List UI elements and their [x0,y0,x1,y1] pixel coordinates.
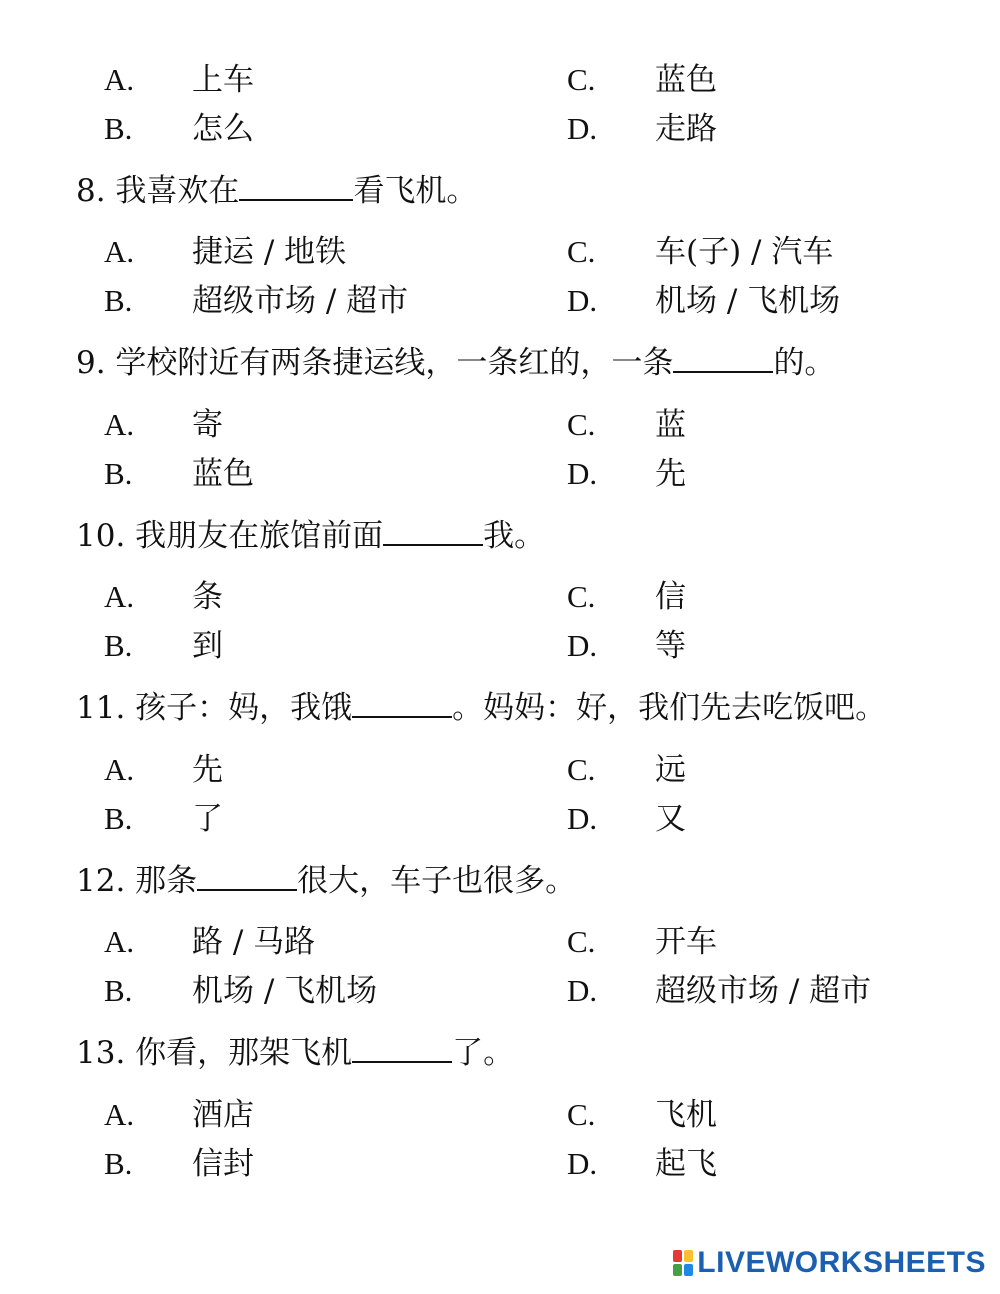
logo-square [673,1250,682,1262]
option-letter: A. [104,1097,135,1132]
option-letter: B. [104,456,133,491]
option-text: 机场 / 飞机场 [192,973,378,1009]
option-text: 车(子) / 汽车 [655,234,834,270]
question-stem-start: 13. 你看，那架飞机 [76,1035,353,1071]
option-letter: D. [567,801,598,836]
question-stem-start: 11. 孩子：妈，我饿 [76,690,353,726]
option-letter: C. [567,579,596,614]
option-row [0,405,1000,445]
option-text: 上车 [192,62,254,98]
option-letter: D. [567,283,598,318]
question-12 [76,861,576,901]
liveworksheets-logo[interactable] [673,1246,986,1280]
answer-blank[interactable] [197,863,297,891]
answer-blank[interactable] [352,1035,452,1063]
option-letter: D. [567,973,598,1008]
option-text: 蓝色 [192,456,254,492]
option-text: 蓝 [655,407,686,443]
option-row [0,454,1000,494]
option-text: 飞机 [655,1097,717,1133]
option-text: 走路 [655,111,717,147]
option-letter: B. [104,801,133,836]
option-letter: A. [104,234,135,269]
question-stem-start: 8. 我喜欢在 [76,173,240,209]
option-letter: A. [104,752,135,787]
option-text: 酒店 [192,1097,254,1133]
option-row [0,750,1000,790]
question-stem-end: 的。 [773,345,836,381]
option-row [0,232,1000,272]
logo-square [684,1250,693,1262]
option-letter: C. [567,1097,596,1132]
option-text: 蓝色 [655,62,717,98]
option-text: 等 [655,628,686,664]
answer-blank[interactable] [239,173,353,201]
option-letter: C. [567,407,596,442]
question-11 [76,688,886,728]
option-letter: C. [567,752,596,787]
option-letter: B. [104,628,133,663]
option-row [0,1095,1000,1135]
option-row [0,281,1000,321]
option-row [0,1144,1000,1184]
option-letter: C. [567,234,596,269]
option-letter: B. [104,973,133,1008]
option-text: 寄 [192,407,223,443]
option-letter: B. [104,283,133,318]
option-letter: D. [567,1146,598,1181]
option-text: 条 [192,579,223,615]
option-row [0,60,1000,100]
option-row [0,971,1000,1011]
option-text: 捷运 / 地铁 [192,234,347,270]
logo-square [684,1264,693,1276]
question-stem-start: 10. 我朋友在旅馆前面 [76,518,384,554]
option-letter: A. [104,579,135,614]
option-letter: D. [567,628,598,663]
question-10 [76,516,545,556]
option-letter: C. [567,62,596,97]
option-letter: B. [104,111,133,146]
option-letter: D. [567,111,598,146]
option-letter: A. [104,407,135,442]
question-stem-end: 。妈妈：好，我们先去吃饭吧。 [452,690,887,726]
option-text: 先 [192,752,223,788]
option-text: 又 [655,801,686,837]
option-row [0,577,1000,617]
liveworksheets-logo-icon [673,1250,693,1276]
question-stem-end: 看飞机。 [353,173,478,209]
option-text: 信 [655,579,686,615]
option-text: 信封 [192,1146,254,1182]
option-text: 开车 [655,924,717,960]
question-stem-start: 12. 那条 [76,863,198,899]
option-letter: D. [567,456,598,491]
option-text: 到 [192,628,223,664]
option-text: 路 / 马路 [192,924,316,960]
option-text: 先 [655,456,686,492]
option-text: 机场 / 飞机场 [655,283,841,319]
question-stem-end: 我。 [483,518,546,554]
question-9 [76,343,835,383]
option-text: 起飞 [655,1146,717,1182]
option-text: 怎么 [192,111,254,147]
option-letter: B. [104,1146,133,1181]
question-stem-end: 很大，车子也很多。 [297,863,577,899]
question-13 [76,1033,514,1073]
answer-blank[interactable] [383,518,483,546]
option-row [0,799,1000,839]
option-row [0,626,1000,666]
option-letter: A. [104,62,135,97]
logo-square [673,1264,682,1276]
option-text: 远 [655,752,686,788]
question-stem-start: 9. 学校附近有两条捷运线，一条红的，一条 [76,345,674,381]
option-text: 超级市场 / 超市 [192,283,409,319]
option-letter: A. [104,924,135,959]
answer-blank[interactable] [673,345,773,373]
option-row [0,109,1000,149]
logo-text: LIVEWORKSHEETS [697,1246,986,1279]
option-text: 了 [192,801,223,837]
option-text: 超级市场 / 超市 [655,973,872,1009]
question-stem-end: 了。 [452,1035,515,1071]
option-letter: C. [567,924,596,959]
option-row [0,922,1000,962]
answer-blank[interactable] [352,690,452,718]
question-8 [76,171,477,211]
